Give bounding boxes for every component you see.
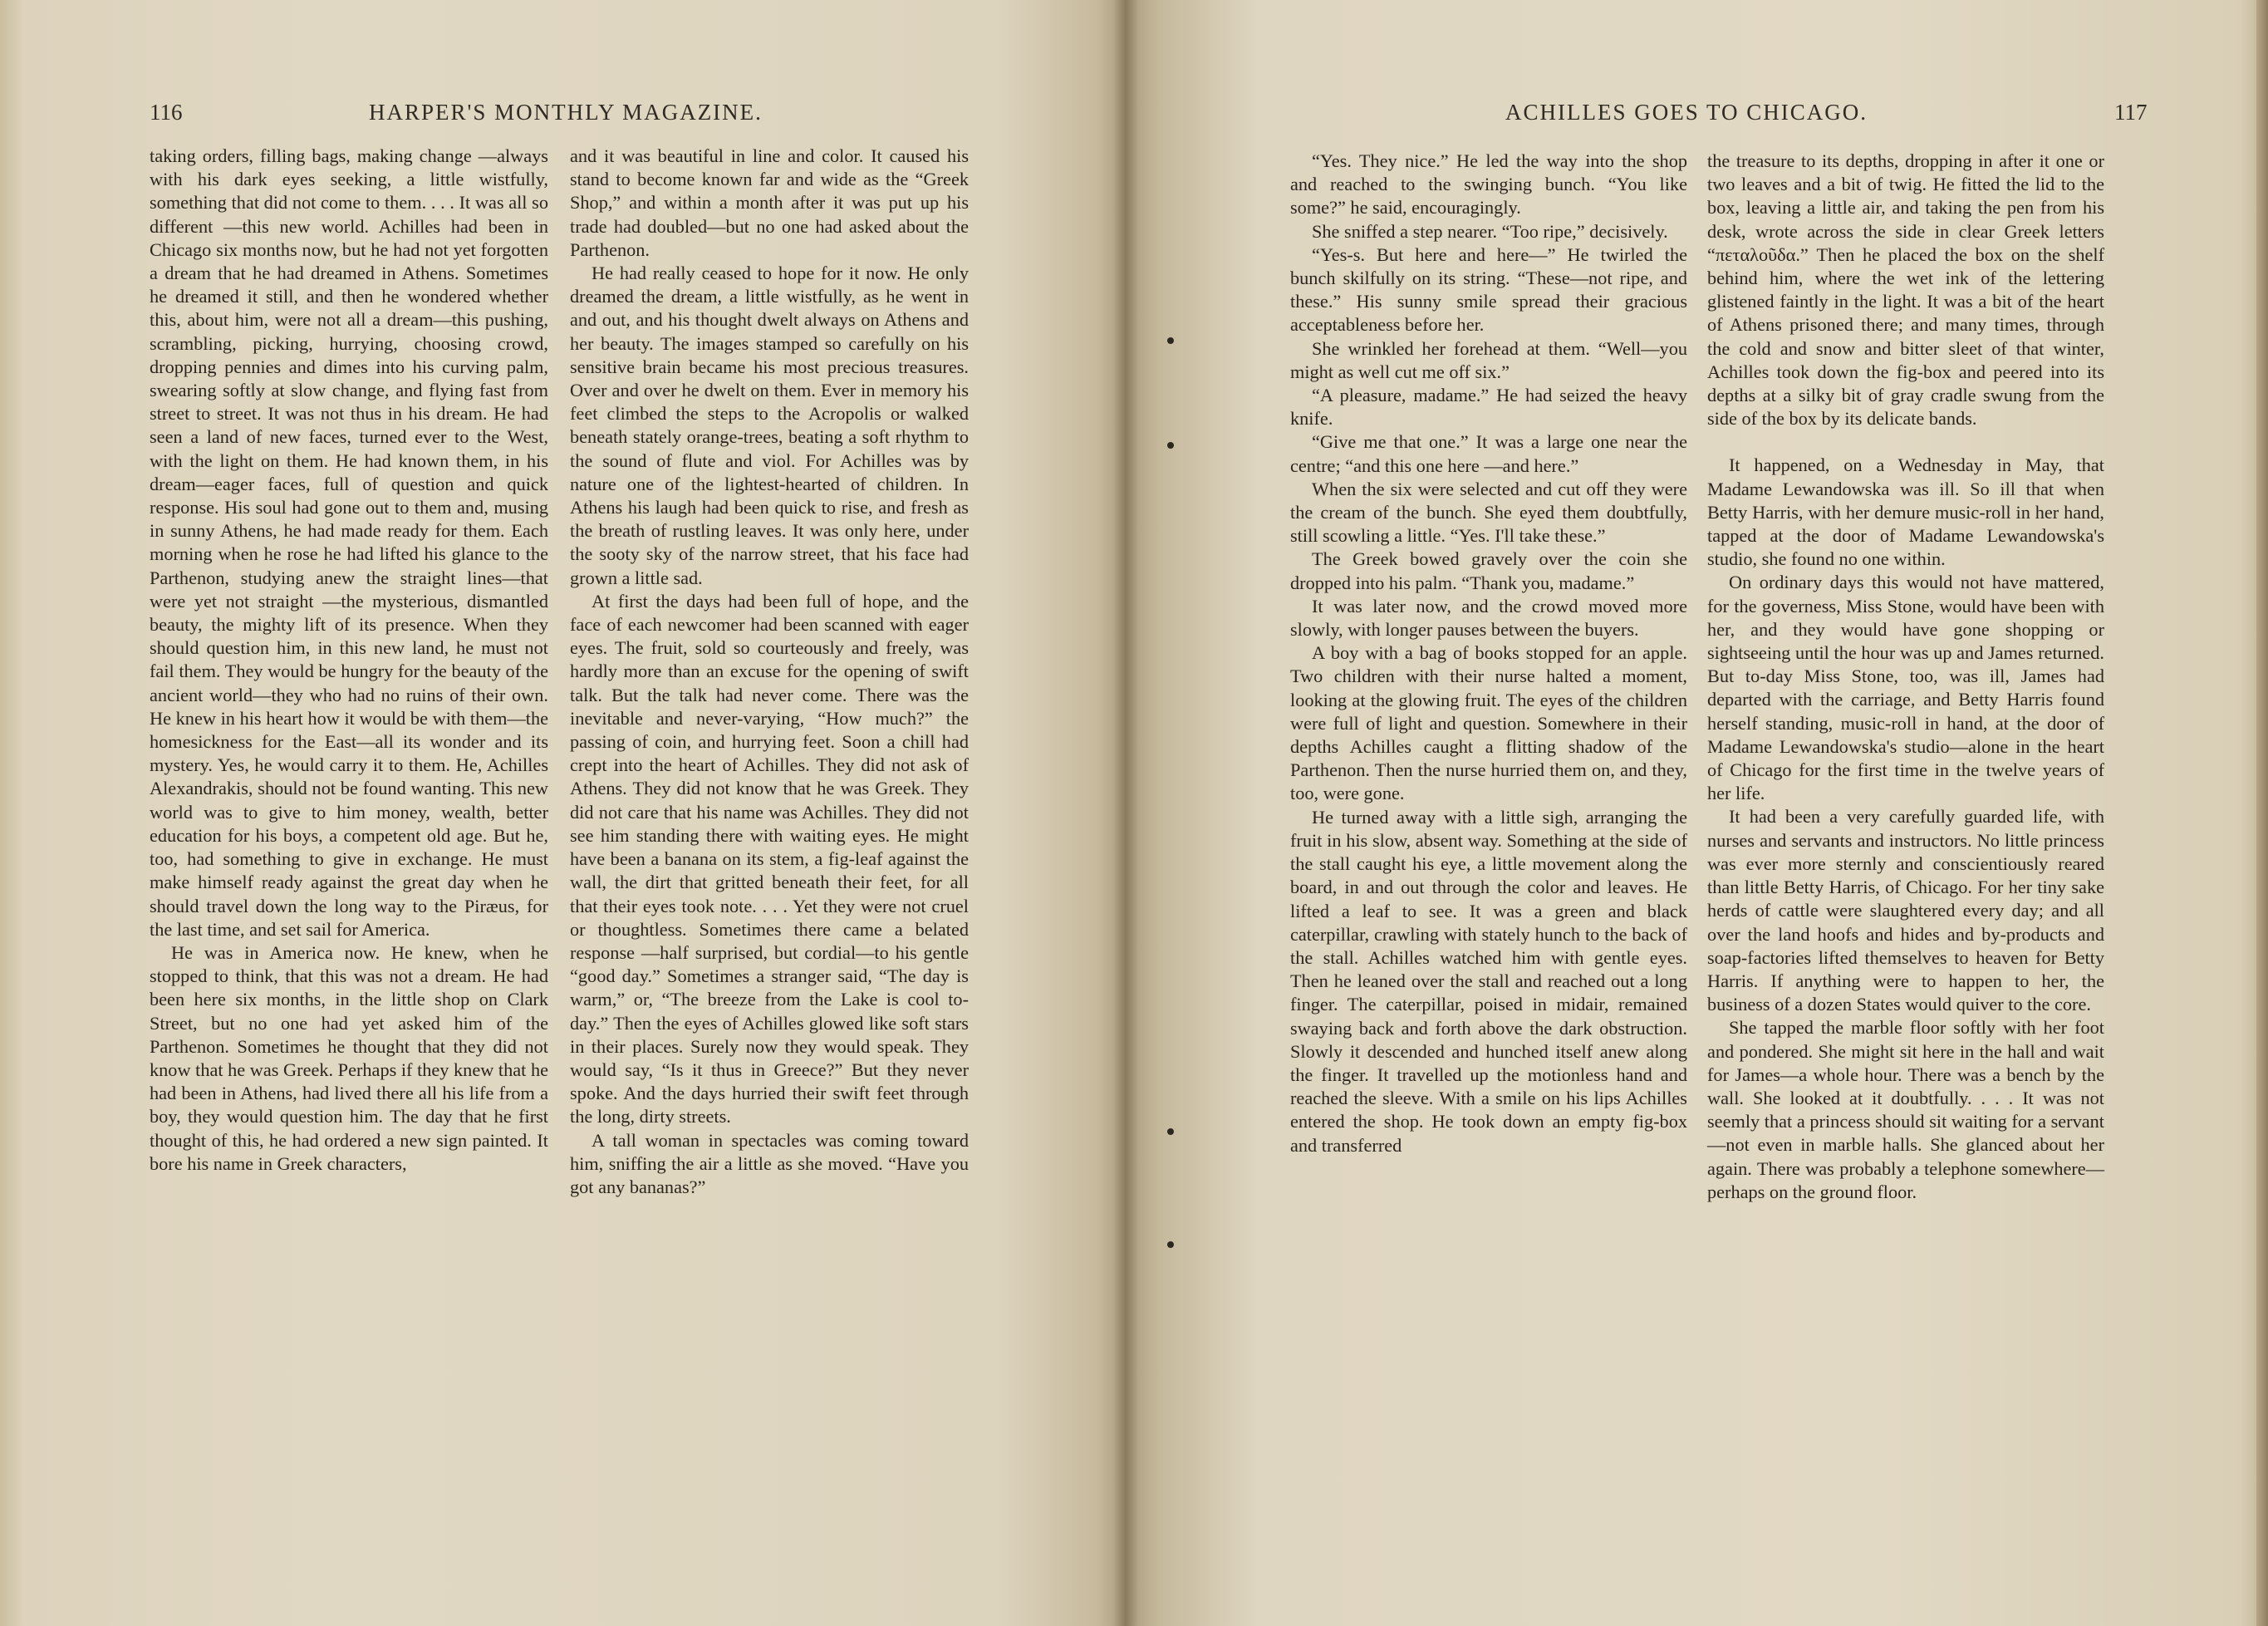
paragraph: It was later now, and the crowd moved more slowly, with longer pauses between the buyers. [1290, 595, 1687, 641]
paragraph: taking orders, filling bags, making change —always with his dark eyes seeking, a little wistfully, something that did not come to them. . . . It was all so different —this new world. Achilles had been in Chicago six months now, but he had not yet forgotten a dream that he had dreamed in Athens. Sometimes he dreamed it still, and then he wondered whether this, about him, were not all a dream—this pushing, scrambling, picking, hurrying, choosing crowd, dropping pennies and dimes into his curving palm, swearing softly at slow change, and flying fast from street to street. It was not thus in his dream. He had seen a land of new faces, turned ever to the West, with the light on them. He had known them, in his dream—eager faces, full of question and quick response. His soul had gone out to them and, musing in sunny Athens, he had made ready for them. Each morning when he rose he had lifted his glance to the Parthenon, studying anew the straight lines—that were yet not straight —the mysterious, dismantled beauty, the mighty lift of its presence. When they should question him, in this new land, he must not fail them. They would be hungry for the beauty of the ancient world—they who had no ruins of their own. He knew in his heart how it would be with them—the homesickness for the East—all its wonder and its mystery. Yes, he would carry it to them. He, Achilles Alexandrakis, should not be found wanting. This new world was to give to him money, wealth, better education for his boys, a competent old age. But he, too, had something to give in exchange. He must make himself ready against the great day when he should travel down the long way to the Piræus, for the last time, and set sail for America. [150, 145, 548, 940]
paragraph: On ordinary days this would not have mattered, for the governess, Miss Stone, would have been with her, and they would have gone shopping or sightseeing until the hour was up and James returned. But to-day Miss Stone, too, was ill, James had departed with the carriage, and Betty Harris found herself standing, music-roll in hand, at the door of Madame Lewandowska's studio—alone in the heart of Chicago for the first time in the twelve years of her life. [1707, 572, 2104, 804]
binding-gutter [1113, 0, 1138, 1626]
paragraph: and it was beautiful in line and color. It caused his stand to become known far and wide as the “Greek Shop,” and within a month after it was put up his trade had doubled—but no one had asked about the Parthenon. [570, 145, 969, 260]
paragraph: It had been a very carefully guarded life, with nurses and servants and instructors. No little princess was ever more sternly and conscientiously reared than little Betty Harris, of Chicago. For her tiny sake herds of cattle were slaughtered every day; and all over the land hoofs and hides and by-products and soap-factories lifted themselves to heaven for Betty Harris. If anything were to happen to her, the business of a dozen States would quiver to the core. [1707, 806, 2104, 1015]
paragraph: “Yes-s. But here and here—” He twirled the bunch skilfully on its string. “These—not ripe, and these.” His sunny smile spread their gracious acceptableness before her. [1290, 243, 1687, 336]
page-number-left: 116 [150, 100, 183, 125]
left-page [0, 0, 1126, 1626]
paragraph: “Yes. They nice.” He led the way into the shop and reached to the swinging bunch. “You like some?” he said, encouragingly. [1290, 150, 1687, 219]
paragraph: “Give me that one.” It was a large one near the centre; “and this one here —and here.” [1290, 431, 1687, 476]
margin-dot [1167, 1128, 1174, 1135]
page-number-right: 117 [2114, 100, 2148, 125]
paragraph: A tall woman in spectacles was coming toward him, sniffing the air a little as she moved. “Have you got any bananas?” [570, 1129, 969, 1197]
right-running-title: ACHILLES GOES TO CHICAGO. [1505, 100, 1868, 125]
paragraph: He was in America now. He knew, when he stopped to think, that this was not a dream. He had been here six months, in the little shop on Clark Street, but no one had yet asked him of the Parthenon. Sometimes he thought that they did not know that he was Greek. Perhaps if they knew that he had been in Athens, had lived there all his life from a boy, they would question him. The day that he first thought of this, he had ordered a new sign painted. It bore his name in Greek characters, [150, 941, 548, 1174]
paragraph: the treasure to its depths, dropping in after it one or two leaves and a bit of twig. He fitted the lid to the box, leaving a little air, and taking the pen from his desk, wrote across the side in clear Greek letters “πεταλοῦδα.” Then he placed the box on the shelf behind him, where the wet ink of the lettering glistened faintly in the light. It was a bit of the heart of Athens prisoned there; and many times, through the cold and snow and bitter sleet of that winter, Achilles took down the fig-box and peered into its depths at a silky bit of gray cradle swung from the side of the box by its delicate bands. [1707, 150, 2104, 430]
paragraph: She wrinkled her forehead at them. “Well—you might as well cut me off six.” [1290, 337, 1687, 382]
left-column-2 [570, 145, 969, 1199]
page-edge [2256, 0, 2268, 1626]
paragraph: “A pleasure, madame.” He had seized the heavy knife. [1290, 385, 1687, 430]
right-page [1126, 0, 2268, 1626]
right-column-2 [1707, 150, 2104, 1204]
paragraph: She tapped the marble floor softly with her foot and pondered. She might sit here in the hall and wait for James—a whole hour. There was a bench by the wall. She looked at it doubtfully. . . . It was not seemly that a princess should sit waiting for a servant—not even in marble halls. She glanced about her again. There was probably a telephone somewhere—perhaps on the ground floor. [1707, 1017, 2104, 1202]
left-column-1 [150, 145, 548, 1176]
paragraph: A boy with a bag of books stopped for an apple. Two children with their nurse halted a moment, looking at the glowing fruit. The eyes of the children were full of light and question. Somewhere in their depths Achilles caught a flitting shadow of the Parthenon. Then the nurse hurried them on, and they, too, were gone. [1290, 642, 1687, 804]
paragraph: He turned away with a little sigh, arranging the fruit in his slow, absent way. Something at the side of the stall caught his eye, a little movement along the board, in and out through the color and leaves. He lifted a leaf to see. It was a green and black caterpillar, crawling with stately hunch to the back of the stall. Achilles watched him with gentle eyes. Then he leaned over the stall and reached out a long finger. The caterpillar, poised in midair, remained swaying back and forth above the dark obstruction. Slowly it descended and hunched itself anew along the finger. It travelled up the motionless hand and reached the sleeve. With a smile on his lips Achilles entered the shop. He took down an empty fig-box and transferred [1290, 806, 1687, 1156]
paragraph: When the six were selected and cut off they were the cream of the bunch. She eyed them doubtfully, still scowling a little. “Yes. I'll take these.” [1290, 478, 1687, 547]
paragraph: At first the days had been full of hope, and the face of each newcomer had been scanned with eager eyes. The fruit, sold so courteously and freely, was hardly more than an excuse for the opening of swift talk. But the talk had never come. There was the inevitable and never-varying, “How much?” the passing of coin, and hurrying feet. Soon a chill had crept into the heart of Achilles. They did not ask of Athens. They did not know that he was Greek. They did not care that his name was Achilles. They did not see him standing there with waiting eyes. He might have been a banana on its stem, a fig-leaf against the wall, the dirt that gritted beneath their feet, for all that their eyes took note. . . . Yet they were not cruel or thoughtless. Sometimes there came a belated response —half surprised, but cordial—to his gentle “good day.” Sometimes a stranger said, “The day is warm,” or, “The breeze from the Lake is cool to-day.” Then the eyes of Achilles glowed like soft stars in their places. Surely now they would speak. They would say, “Is it thus in Greece?” But they never spoke. And the days hurried their swift feet through the long, dirty streets. [570, 590, 969, 1127]
left-running-title: HARPER'S MONTHLY MAGAZINE. [369, 100, 763, 125]
right-column-1 [1290, 150, 1687, 1157]
paragraph: The Greek bowed gravely over the coin she dropped into his palm. “Thank you, madame.” [1290, 548, 1687, 593]
paragraph: She sniffed a step nearer. “Too ripe,” decisively. [1312, 220, 1668, 242]
paragraph: He had really ceased to hope for it now. He only dreamed the dream, a little wistfully, as he went in and out, and his thought dwelt always on Athens and her beauty. The images stamped so carefully on his sensitive brain became his most precious treasures. Over and over he dwelt on them. Ever in memory his feet climbed the steps to the Acropolis or walked beneath stately orange-trees, beating a soft rhythm to the sound of flute and viol. For Achilles was by nature one of the lightest-hearted of children. In Athens his laugh had been quick to rise, and fresh as the breath of rustling leaves. It was only here, under the sooty sky of the narrow street, that his face had grown a little sad. [570, 263, 969, 588]
paragraph: It happened, on a Wednesday in May, that Madame Lewandowska was ill. So ill that when Betty Harris, with her demure music-roll in her hand, tapped at the door of Madame Lewandowska's studio, she found no one within. [1707, 454, 2104, 570]
margin-dot [1167, 1241, 1174, 1248]
margin-dot [1167, 442, 1174, 449]
margin-dot [1167, 337, 1174, 344]
